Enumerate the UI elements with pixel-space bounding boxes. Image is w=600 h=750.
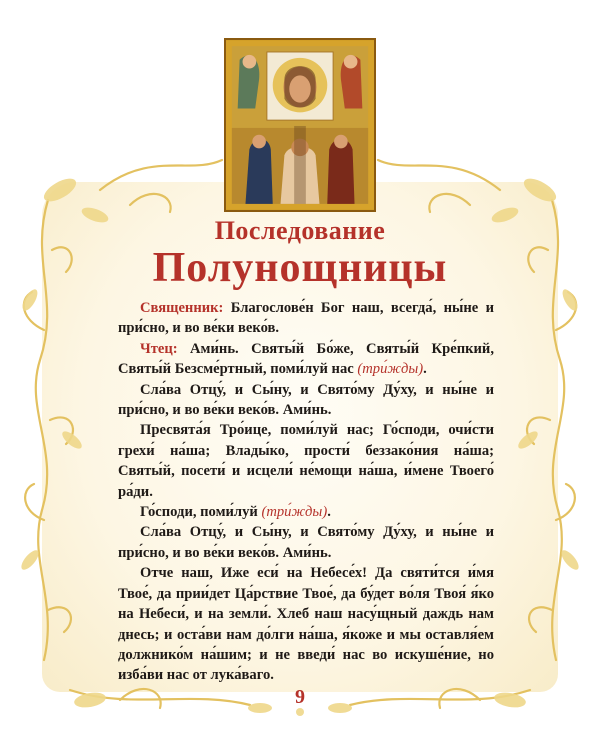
paragraph-text: Сла́ва Отцу́, и Сы́ну, и Свято́му Ду́ху, и ны́не и при́сно, и во ве́ки веко́в. Ами́нь. (118, 524, 494, 561)
speaker-label: Чтец: (140, 340, 178, 357)
paragraph-text: Го́споди, поми́луй (140, 504, 258, 521)
page-title-line1: Последование (214, 216, 386, 245)
paragraph-text: Отче наш, Иже еси́ на Небесе́х! Да святи́тся и́мя Твое́, да прии́дет Ца́рствие Твое́, да бу́дет во́ля Твоя́ я́ко на Небеси́, и на земли́. Хлеб наш насу́щный даждь нам днесь; и оста́ви нам до́лги на́ша, я́коже и мы оставля́ем должнико́м на́шим; и не введи́ нас во искуше́ние, но изба́ви нас от лука́ваго. (118, 565, 494, 684)
paragraph-text: Ами́нь. Святы́й Бо́же, Святы́й Кре́пкий, Святы́й Безсме́ртный, поми́луй нас (118, 340, 494, 378)
paragraph (118, 380, 494, 421)
speaker-label: Священник: (140, 300, 224, 316)
paragraph-text: Сла́ва Отцу́, и Сы́ну, и Свято́му Ду́ху, и ны́не и при́сно, и во ве́ки веко́в. Ами́нь. (118, 381, 494, 419)
paragraph (118, 298, 494, 339)
holy-face-icon-image (224, 38, 376, 212)
page-title-line2: Полунощницы (152, 245, 448, 291)
rubric-note: (три́жды) (261, 504, 328, 521)
paragraph (118, 522, 494, 563)
paragraph-text: Пресвята́я Тро́ице, поми́луй нас; Го́споди, очи́сти грехи́ на́ша; Влады́ко, прости́ беззако́ния на́ша; Святы́й, посети́ и исцели́ не́мощи на́ша, и́мене Твоего́ ра́ди. (118, 422, 494, 500)
paragraph-text: Благослове́н Бог наш, всегда́, ны́не и при́сно, и во ве́ки веко́в. (118, 300, 494, 337)
paragraph (118, 563, 494, 685)
paragraph-end: . (423, 361, 427, 378)
paragraph (118, 339, 494, 380)
page-number: 9 (295, 686, 305, 708)
prayer-text (118, 298, 494, 686)
paragraph-end: . (327, 504, 331, 521)
paragraph (118, 420, 494, 502)
paragraph (118, 502, 494, 522)
rubric-note: (три́жды) (357, 361, 424, 378)
